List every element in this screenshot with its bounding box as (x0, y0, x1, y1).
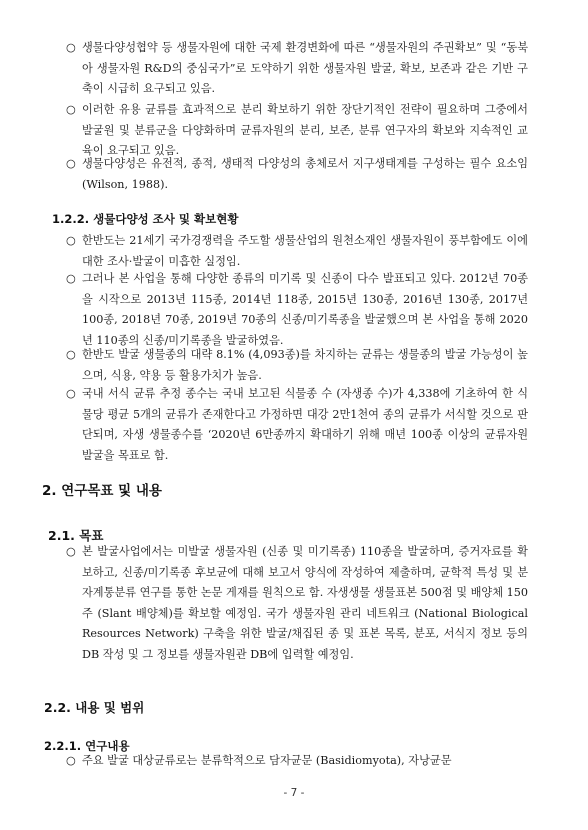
list-item (66, 384, 528, 466)
page-number: - 7 - (283, 787, 305, 799)
section-heading: 2.2. 내용 및 범위 (44, 700, 145, 715)
bullet-circle: ○ (66, 41, 76, 54)
section-heading: 1.2.2. 생물다양성 조사 및 확보현황 (52, 212, 239, 226)
list-item (66, 345, 528, 386)
paragraph-text: 국내 서식 균류 추정 종수는 국내 보고된 식물종 수 (자생종 수)가 4,338에 기초하여 한 식물당 평균 5개의 균류가 존재한다고 가정하면 대강 2만1천여 종의 균류가 서식할 것으로 판단되며, 자생 생물종수를 ‘2020년 6만종까지 확대하기 위해 매년 100종 이상의 균류자원 발굴을 목표로 함. (82, 387, 528, 462)
paragraph-text: 주요 발굴 대상균류로는 분류학적으로 담자균문 (Basidiomyota), 자낭균문 (82, 754, 452, 767)
paragraph-text: 본 발굴사업에서는 미발굴 생물자원 (신종 및 미기록종) 110종을 발굴하며, 증거자료를 확보하고, 신종/미기록종 후보균에 대해 보고서 양식에 작성하여 제출하며, 균학적 특성 및 분자계통분류 연구를 통한 논문 게재를 원칙으로 함. 자생생물 생물표본 500점 및 배양체 150주 (Slant 배양체)를 확보할 예정임. 국가 생물자원 관리 네트워크 (National Biological Resources Network) 구축을 위한 발굴/채집된 종 및 표본 목록, 분포, 서식지 정보 등의 DB 작성 및 그 정보를 생물자원관 DB에 입력할 예정임. (82, 545, 528, 661)
bullet-circle: ○ (66, 348, 76, 361)
paragraph-text: 생물다양성협약 등 생물자원에 대한 국제 환경변화에 따른 “생물자원의 주권확보” 및 “동북아 생물자원 R&D의 중심국가”로 도약하기 위한 생물자원 발굴, 확보, 보존과 같은 기반 구축이 시급히 요구되고 있음. (82, 41, 528, 95)
paragraph-text: 한반도 발굴 생물종의 대략 8.1% (4,093종)를 차지하는 균류는 생물종의 발굴 가능성이 높으며, 식용, 약용 등 활용가치가 높음. (82, 348, 528, 382)
list-item (66, 100, 528, 162)
bullet-circle: ○ (66, 272, 76, 285)
list-item (66, 269, 528, 351)
bullet-circle: ○ (66, 157, 76, 170)
bullet-circle: ○ (66, 545, 76, 558)
list-item (66, 154, 528, 195)
bullet-circle: ○ (66, 387, 76, 400)
list-item (66, 38, 528, 100)
list-item (66, 542, 528, 665)
bullet-circle: ○ (66, 103, 76, 116)
paragraph-text: 생물다양성은 유전적, 종적, 생태적 다양성의 총체로서 지구생태계를 구성하는 필수 요소임 (Wilson, 1988). (82, 157, 528, 191)
list-item (66, 231, 528, 272)
chapter-heading: 2. 연구목표 및 내용 (42, 483, 162, 499)
section-heading: 2.1. 목표 (48, 528, 104, 543)
paragraph-text: 이러한 유용 균류를 효과적으로 분리 확보하기 위한 장단기적인 전략이 필요하며 그중에서 발굴원 및 분류군을 다양화하며 균류자원의 분리, 보존, 분류 연구자의 확보와 지속적인 교육이 요구되고 있음. (82, 103, 528, 157)
paragraph-text: 한반도는 21세기 국가경쟁력을 주도할 생물산업의 원천소재인 생물자원이 풍부함에도 이에 대한 조사·발굴이 미흡한 실정임. (82, 234, 528, 268)
bullet-circle: ○ (66, 234, 76, 247)
subsection-heading: 2.2.1. 연구내용 (44, 739, 130, 753)
bullet-circle: ○ (66, 754, 76, 767)
list-item (66, 751, 528, 772)
paragraph-text: 그러나 본 사업을 통해 다양한 종류의 미기록 및 신종이 다수 발표되고 있다. 2012년 70종을 시작으로 2013년 115종, 2014년 118종, 2015년 130종, 2016년 130종, 2017년 100종, 2018년 70종, 2019년 70종의 신종/미기록종을 발굴했으며 본 사업을 통해 2020년 110종의 신종/미기록종을 발굴하였음. (82, 272, 528, 347)
